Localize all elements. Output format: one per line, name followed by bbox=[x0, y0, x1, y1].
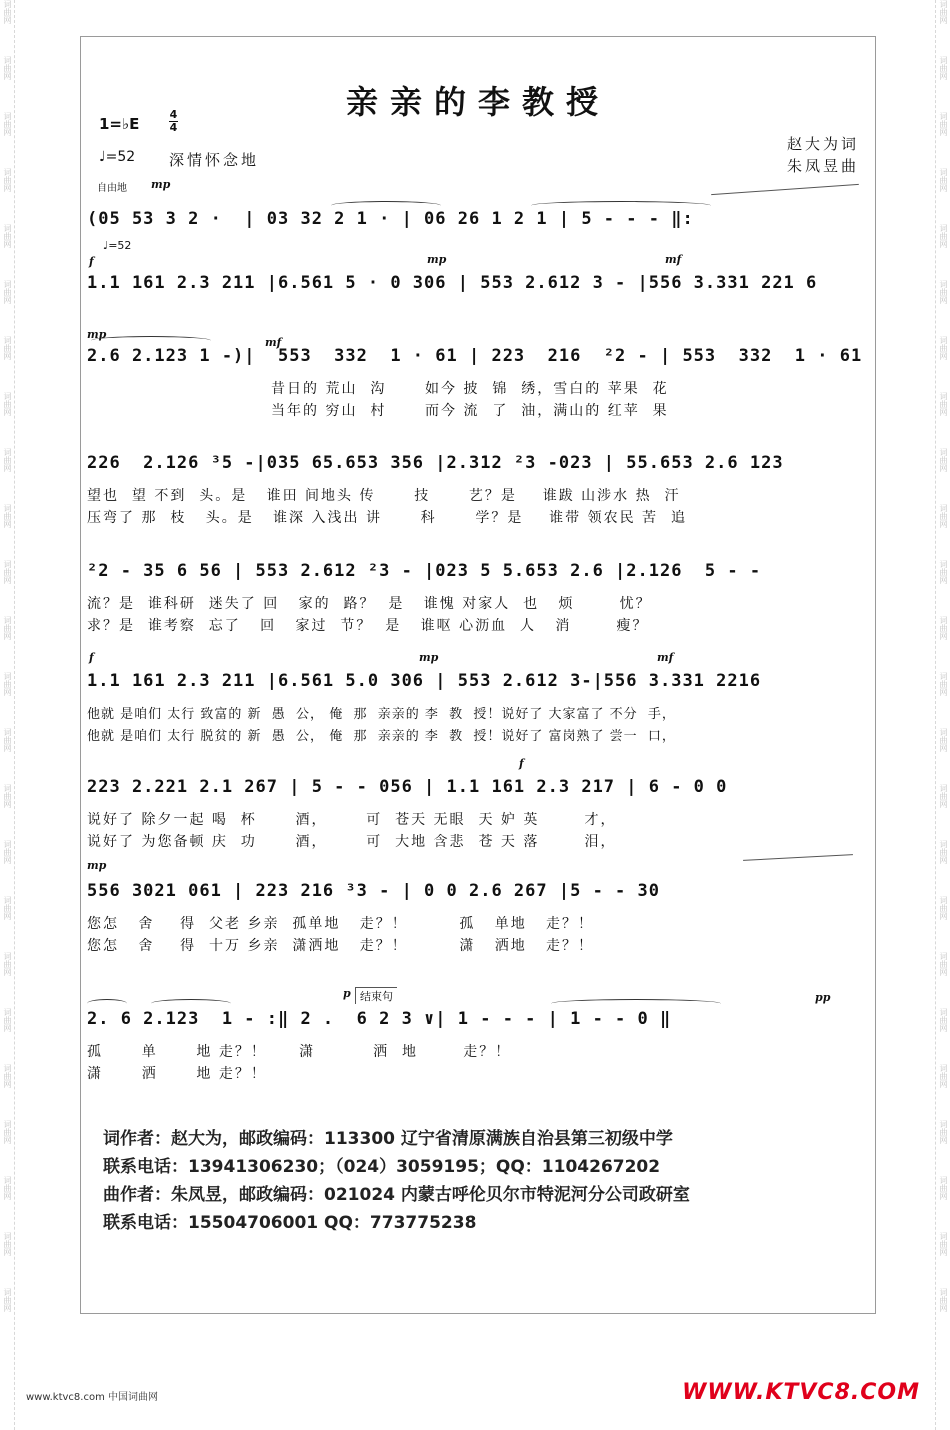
right-watermark-strip bbox=[935, 0, 950, 1430]
watermark-text: 词曲网 bbox=[939, 168, 948, 192]
watermark-text: 词曲网 bbox=[3, 448, 12, 472]
dynamic-f: f bbox=[519, 757, 524, 770]
free-tempo-marking: 自由地 bbox=[97, 183, 127, 194]
time-signature bbox=[169, 109, 178, 134]
watermark-text: 词曲网 bbox=[3, 0, 12, 24]
watermark-text: 词曲网 bbox=[939, 840, 948, 864]
watermark-text: 词曲网 bbox=[939, 56, 948, 80]
watermark-text: 词曲网 bbox=[3, 504, 12, 528]
notation-line: 2.6 2.123 1 -)| 553 332 1 · 61 | 223 216 ²2 - | 553 332 1 · 61 bbox=[87, 346, 863, 366]
time-signature-top: 4 bbox=[169, 108, 178, 121]
lyric-line-2: 潇 洒 地 走？！ bbox=[87, 1066, 267, 1082]
notation-line: 556 3021 061 | 223 216 ³3 - | 0 0 2.6 267 |5 - - 30 bbox=[87, 881, 660, 901]
dynamic-mp: mp bbox=[427, 253, 447, 266]
notation-line: 226 2.126 ³5 -|035 65.653 356 |2.312 ²3 -023 | 55.653 2.6 123 bbox=[87, 453, 784, 473]
score-sheet bbox=[80, 36, 876, 1314]
lyric-line-2: 求？是 谁考察 忘了 回 家过 节？ 是 谁呕 心沥血 人 消 瘦？ bbox=[87, 618, 649, 634]
watermark-text: 词曲网 bbox=[939, 0, 948, 24]
lyricist-credit: 赵大为词 bbox=[786, 135, 859, 153]
dynamic-mf: mf bbox=[265, 336, 282, 349]
watermark-text: 词曲网 bbox=[3, 784, 12, 808]
watermark-text: 词曲网 bbox=[939, 560, 948, 584]
watermark-text: 词曲网 bbox=[939, 616, 948, 640]
dynamic-f: f bbox=[89, 255, 94, 268]
slur bbox=[87, 999, 127, 1008]
watermark-text: 词曲网 bbox=[3, 1232, 12, 1256]
notation-line: ²2 - 35 6 56 | 553 2.612 ²3 - |023 5 5.653 2.6 |2.126 5 - - bbox=[87, 561, 762, 581]
notation-line: 2. 6 2.123 1 - :‖ 2 . 6 2 3 ∨| 1 - - - | 1 - - 0 ‖ bbox=[87, 1009, 672, 1029]
watermark-text: 词曲网 bbox=[939, 280, 948, 304]
slur bbox=[551, 999, 721, 1008]
dynamic-mp: mp bbox=[87, 328, 107, 341]
lyric-line-1: 昔日的 荒山 沟 如今 披 锦 绣，雪白的 苹果 花 bbox=[271, 381, 669, 397]
watermark-text: 词曲网 bbox=[3, 1120, 12, 1144]
watermark-text: 词曲网 bbox=[939, 392, 948, 416]
lyric-line-1: 流？是 谁科研 迷失了 回 家的 路？ 是 谁愧 对家人 也 烦 忧？ bbox=[87, 596, 652, 612]
dynamic-mf: mf bbox=[657, 651, 674, 664]
dynamic-mp: mp bbox=[151, 178, 171, 191]
dynamic-f: f bbox=[89, 651, 94, 664]
lyric-line-1: 他就 是咱们 太行 致富的 新 愚 公， 俺 那 亲亲的 李 教 授！说好了 大家富了 不分 手， bbox=[87, 707, 676, 722]
notation-line: 1.1 161 2.3 211 |6.561 5 · 0 306 | 553 2.612 3 - |556 3.331 221 6 bbox=[87, 273, 818, 293]
site-logo: WWW.KTVC8.COM bbox=[682, 1380, 920, 1405]
watermark-text: 词曲网 bbox=[939, 728, 948, 752]
watermark-text: 词曲网 bbox=[939, 448, 948, 472]
watermark-text: 词曲网 bbox=[3, 224, 12, 248]
watermark-text: 词曲网 bbox=[939, 336, 948, 360]
left-watermark-strip bbox=[0, 0, 15, 1430]
tempo-marking: ♩=52 bbox=[99, 149, 136, 165]
lyric-line-2: 压弯了 那 枝 头。是 谁深 入浅出 讲 科 学？是 谁带 领农民 苦 追 bbox=[87, 510, 687, 526]
watermark-text: 词曲网 bbox=[939, 1008, 948, 1032]
watermark-text: 词曲网 bbox=[3, 1288, 12, 1312]
watermark-text: 词曲网 bbox=[3, 840, 12, 864]
lyric-line-2: 说好了 为您备顿 庆 功 酒， 可 大地 含悲 苍 天 落 泪， bbox=[87, 834, 617, 850]
song-title: 亲亲的李教授 bbox=[345, 83, 610, 121]
expression-marking: 深情怀念地 bbox=[169, 151, 260, 169]
composer-credit: 朱凤昱曲 bbox=[786, 157, 859, 175]
watermark-text: 词曲网 bbox=[3, 56, 12, 80]
time-signature-bottom: 4 bbox=[169, 121, 178, 134]
lyric-line-2: 他就 是咱们 太行 脱贫的 新 愚 公， 俺 那 亲亲的 李 教 授！说好了 富岗熟了 尝一 口， bbox=[87, 729, 676, 744]
dynamic-mp: mp bbox=[419, 651, 439, 664]
notation-line: 1.1 161 2.3 211 |6.561 5.0 306 | 553 2.612 3-|556 3.331 2216 bbox=[87, 671, 762, 691]
watermark-text: 词曲网 bbox=[3, 280, 12, 304]
watermark-text: 词曲网 bbox=[939, 672, 948, 696]
lyric-line-2: 当年的 穷山 村 而今 流 了 油，满山的 红苹 果 bbox=[271, 403, 669, 419]
watermark-text: 词曲网 bbox=[3, 336, 12, 360]
watermark-text: 词曲网 bbox=[3, 1008, 12, 1032]
watermark-text: 词曲网 bbox=[3, 168, 12, 192]
dynamic-p: p bbox=[343, 987, 351, 1000]
watermark-text: 词曲网 bbox=[939, 504, 948, 528]
lyric-line-2: 您怎 舍 得 十万 乡亲 潇洒地 走？！ 潇 洒地 走？！ bbox=[87, 938, 595, 954]
crescendo-hairpin bbox=[743, 854, 853, 861]
decrescendo-hairpin bbox=[711, 184, 859, 195]
lyric-line-1: 说好了 除夕一起 喝 杯 酒， 可 苍天 无眼 天 妒 英 才， bbox=[87, 812, 617, 828]
lyric-line-1: 您怎 舍 得 父老 乡亲 孤单地 走？！ 孤 单地 走？！ bbox=[87, 916, 595, 932]
contact-info bbox=[103, 1125, 690, 1237]
watermark-text: 词曲网 bbox=[939, 1120, 948, 1144]
watermark-text: 词曲网 bbox=[3, 616, 12, 640]
slur bbox=[91, 336, 211, 345]
watermark-text: 词曲网 bbox=[939, 112, 948, 136]
watermark-text: 词曲网 bbox=[939, 1288, 948, 1312]
dynamic-mf: mf bbox=[665, 253, 682, 266]
ending-bracket: 结束句 bbox=[355, 987, 397, 1004]
watermark-text: 词曲网 bbox=[939, 1064, 948, 1088]
dynamic-mp: mp bbox=[87, 859, 107, 872]
watermark-text: 词曲网 bbox=[3, 560, 12, 584]
key-signature: 1=♭E bbox=[99, 115, 140, 133]
watermark-text: 词曲网 bbox=[3, 896, 12, 920]
tempo-marking-2: ♩=52 bbox=[103, 239, 132, 252]
watermark-text: 词曲网 bbox=[3, 1064, 12, 1088]
contact-line: 联系电话：13941306230；（024）3059195；QQ：1104267202 bbox=[103, 1157, 661, 1177]
watermark-text: 词曲网 bbox=[939, 224, 948, 248]
contact-line: 词作者：赵大为，邮政编码：113300 辽宁省清原满族自治县第三初级中学 bbox=[103, 1129, 673, 1149]
watermark-text: 词曲网 bbox=[3, 672, 12, 696]
notation-line: (05 53 3 2 · | 03 32 2 1 · | 06 26 1 2 1 | 5 - - - ‖: bbox=[87, 209, 694, 229]
watermark-text: 词曲网 bbox=[3, 392, 12, 416]
contact-line: 曲作者：朱凤昱，邮政编码：021024 内蒙古呼伦贝尔市特泥河分公司政研室 bbox=[103, 1185, 690, 1205]
slur bbox=[151, 999, 231, 1008]
watermark-text: 词曲网 bbox=[939, 784, 948, 808]
watermark-text: 词曲网 bbox=[3, 728, 12, 752]
watermark-text: 词曲网 bbox=[939, 952, 948, 976]
watermark-text: 词曲网 bbox=[939, 896, 948, 920]
watermark-text: 词曲网 bbox=[939, 1176, 948, 1200]
dynamic-pp: pp bbox=[815, 991, 831, 1004]
credits bbox=[787, 133, 859, 177]
notation-line: 223 2.221 2.1 267 | 5 - - 056 | 1.1 161 2.3 217 | 6 - 0 0 bbox=[87, 777, 728, 797]
watermark-text: 词曲网 bbox=[939, 1232, 948, 1256]
watermark-text: 词曲网 bbox=[3, 952, 12, 976]
lyric-line-1: 孤 单 地 走？！ 潇 洒 地 走？！ bbox=[87, 1044, 512, 1060]
contact-line: 联系电话：15504706001 QQ：773775238 bbox=[103, 1213, 477, 1233]
watermark-text: 词曲网 bbox=[3, 1176, 12, 1200]
lyric-line-1: 望也 望 不到 头。是 谁田 间地头 传 技 艺？是 谁跋 山涉水 热 汗 bbox=[87, 488, 681, 504]
watermark-text: 词曲网 bbox=[3, 112, 12, 136]
footer-site-text: www.ktvc8.com 中国词曲网 bbox=[26, 1392, 159, 1403]
